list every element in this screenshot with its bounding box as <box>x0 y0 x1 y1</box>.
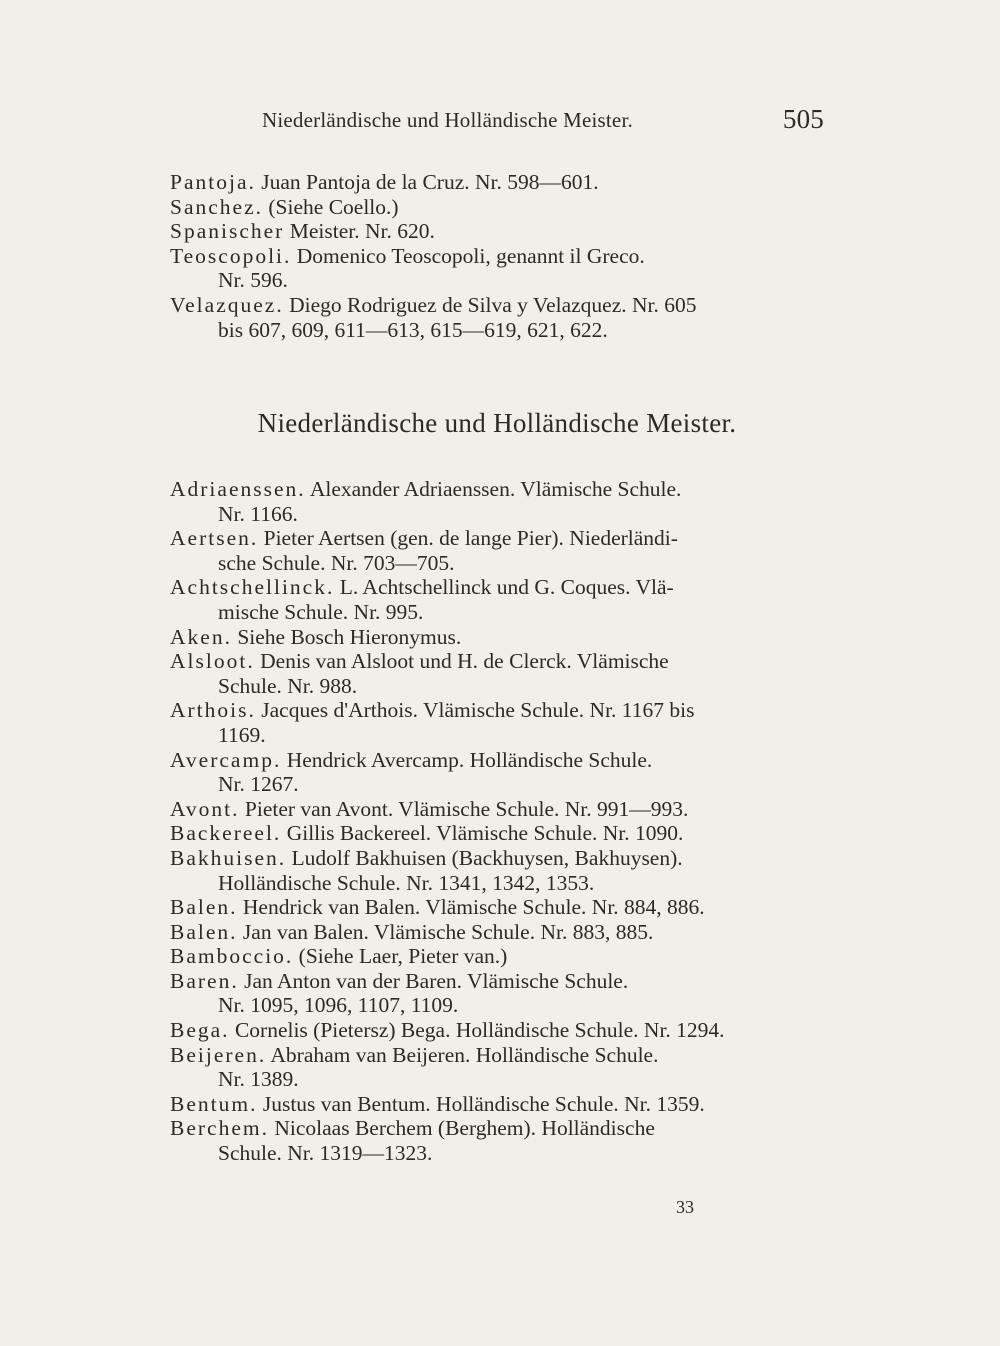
section-heading: Niederländische und Holländische Meister. <box>257 408 737 438</box>
entry-text: Holländische Schule. Nr. 1341, 1342, 1353. <box>218 870 595 895</box>
entry-text: Nr. 1166. <box>218 501 298 526</box>
artist-name: Pantoja. <box>170 170 256 194</box>
entry-text: Nr. 1267. <box>218 772 299 797</box>
entry-first-line <box>170 944 824 969</box>
artist-name: Bega. <box>170 1018 230 1043</box>
index-entry <box>170 698 824 747</box>
running-head-title: Niederländische und Holländische Meister. <box>262 108 633 132</box>
entry-first-line <box>170 698 824 723</box>
artist-name: Achtschellinck. <box>170 575 335 600</box>
entry-continuation-line <box>170 674 824 699</box>
entry-first-line <box>170 219 824 244</box>
index-entry <box>170 1018 824 1043</box>
entry-text: sche Schule. Nr. 703—705. <box>218 550 455 575</box>
entry-text: Abraham van Beijeren. Holländische Schule. <box>266 1042 659 1067</box>
artist-name: Bamboccio. <box>170 944 294 969</box>
entry-continuation-line <box>170 268 824 293</box>
entry-continuation-line <box>170 1067 824 1092</box>
artist-name: Balen. <box>170 895 238 920</box>
index-entry <box>170 477 824 526</box>
entry-first-line <box>170 1018 824 1043</box>
entry-first-line <box>170 1116 824 1141</box>
entry-text: bis 607, 609, 611—613, 615—619, 621, 622. <box>218 317 608 342</box>
entry-first-line <box>170 797 824 822</box>
entry-continuation-line <box>170 551 824 576</box>
entry-text: Domenico Teoscopoli, genannt il Greco. <box>291 243 645 268</box>
entry-text: Nicolaas Berchem (Berghem). Holländische <box>268 1116 655 1141</box>
index-entry <box>170 625 824 650</box>
entry-first-line <box>170 1043 824 1068</box>
entry-text: mische Schule. Nr. 995. <box>218 599 424 624</box>
entry-first-line <box>170 920 824 945</box>
index-entry <box>170 1043 824 1092</box>
artist-name: Aertsen. <box>170 526 259 551</box>
artist-name: Alsloot. <box>170 649 255 674</box>
entry-text: Jacques d'Arthois. Vlämische Schule. Nr. 1167 bis <box>255 698 695 723</box>
entry-text: Diego Rodriguez de Silva y Velazquez. Nr. 605 <box>283 292 697 317</box>
index-entry <box>170 575 824 624</box>
entry-first-line <box>170 195 824 220</box>
entry-text: Cornelis (Pietersz) Bega. Holländische Schule. Nr. 1294. <box>229 1018 725 1043</box>
entry-text: Pieter van Avont. Vlämische Schule. Nr. 991—993. <box>239 796 689 821</box>
top-entry-list <box>170 170 824 342</box>
artist-name: Beijeren. <box>170 1042 267 1067</box>
artist-name: Backereel. <box>170 821 282 846</box>
entry-first-line <box>170 170 824 195</box>
artist-name: Bakhuisen. <box>170 845 287 870</box>
index-entry <box>170 1116 824 1165</box>
index-entry <box>170 219 824 244</box>
artist-name: Arthois. <box>170 698 256 723</box>
entry-text: Juan Pantoja de la Cruz. Nr. 598—601. <box>255 170 599 194</box>
artist-name: Spanischer <box>170 219 285 244</box>
artist-name: Velazquez. <box>170 292 284 317</box>
artist-name: Berchem. <box>170 1116 269 1141</box>
entry-text: Nr. 596. <box>218 268 288 293</box>
index-entry <box>170 649 824 698</box>
index-entry <box>170 920 824 945</box>
signature-mark: 33 <box>676 1197 694 1217</box>
entry-text: Denis van Alsloot und H. de Clerck. Vlämische <box>254 649 669 674</box>
index-entry <box>170 526 824 575</box>
entry-continuation-line <box>170 772 824 797</box>
artist-name: Avont. <box>170 796 240 821</box>
entry-text: L. Achtschellinck und G. Coques. Vlä- <box>334 575 674 600</box>
artist-name: Adriaenssen. <box>170 477 306 501</box>
index-entry <box>170 293 824 342</box>
index-entry <box>170 944 824 969</box>
entry-first-line <box>170 846 824 871</box>
entry-continuation-line <box>170 993 824 1018</box>
entry-list <box>170 477 824 1166</box>
entry-text: (Siehe Laer, Pieter van.) <box>293 944 508 969</box>
entry-text: Pieter Aertsen (gen. de lange Pier). Niederländi- <box>258 526 678 551</box>
entry-text: Siehe Bosch Hieronymus. <box>231 624 462 649</box>
entry-first-line <box>170 293 824 318</box>
artist-name: Balen. <box>170 919 238 944</box>
entry-text: Meister. Nr. 620. <box>284 219 435 244</box>
entry-first-line <box>170 244 824 269</box>
index-entry <box>170 821 824 846</box>
page-number: 505 <box>782 104 824 134</box>
entry-first-line <box>170 575 824 600</box>
index-entry <box>170 797 824 822</box>
entry-text: (Siehe Coello.) <box>263 194 399 219</box>
artist-name: Teoscopoli. <box>170 243 292 268</box>
entry-text: Hendrick Avercamp. Holländische Schule. <box>281 747 653 772</box>
artist-name: Aken. <box>170 624 232 649</box>
entry-text: Ludolf Bakhuisen (Backhuysen, Bakhuysen). <box>286 845 683 870</box>
entry-continuation-line <box>170 871 824 896</box>
artist-name: Baren. <box>170 968 239 993</box>
index-entry <box>170 1092 824 1117</box>
entry-first-line <box>170 1092 824 1117</box>
entry-first-line <box>170 748 824 773</box>
entry-first-line <box>170 526 824 551</box>
artist-name: Avercamp. <box>170 747 282 772</box>
index-entry <box>170 244 824 293</box>
entry-continuation-line <box>170 1141 824 1166</box>
entry-text: Nr. 1389. <box>218 1067 299 1092</box>
entry-text: Jan van Balen. Vlämische Schule. Nr. 883, 885. <box>237 919 654 944</box>
entry-first-line <box>170 649 824 674</box>
entry-text: 1169. <box>218 722 266 747</box>
index-entry <box>170 195 824 220</box>
index-entry <box>170 895 824 920</box>
entry-text: Justus van Bentum. Holländische Schule. Nr. 1359. <box>257 1091 705 1116</box>
artist-name: Bentum. <box>170 1091 258 1116</box>
entry-first-line <box>170 895 824 920</box>
index-entry <box>170 846 824 895</box>
entry-first-line <box>170 477 824 502</box>
entry-text: Alexander Adriaenssen. Vlämische Schule. <box>305 477 682 501</box>
entry-text: Schule. Nr. 988. <box>218 673 358 698</box>
entry-text: Gillis Backereel. Vlämische Schule. Nr. 1090. <box>281 821 684 846</box>
entry-continuation-line <box>170 318 824 343</box>
running-head <box>262 104 824 134</box>
index-entry <box>170 969 824 1018</box>
entry-continuation-line <box>170 723 824 748</box>
entry-continuation-line <box>170 600 824 625</box>
index-entry <box>170 748 824 797</box>
artist-name: Sanchez. <box>170 194 264 219</box>
entry-text: Hendrick van Balen. Vlämische Schule. Nr. 884, 886. <box>237 895 705 920</box>
entry-text: Jan Anton van der Baren. Vlämische Schule. <box>238 968 629 993</box>
entry-first-line <box>170 821 824 846</box>
entry-first-line <box>170 625 824 650</box>
entry-text: Schule. Nr. 1319—1323. <box>218 1141 433 1166</box>
index-entry <box>170 170 824 195</box>
entry-text: Nr. 1095, 1096, 1107, 1109. <box>218 993 459 1018</box>
entry-continuation-line <box>170 502 824 527</box>
entry-first-line <box>170 969 824 994</box>
